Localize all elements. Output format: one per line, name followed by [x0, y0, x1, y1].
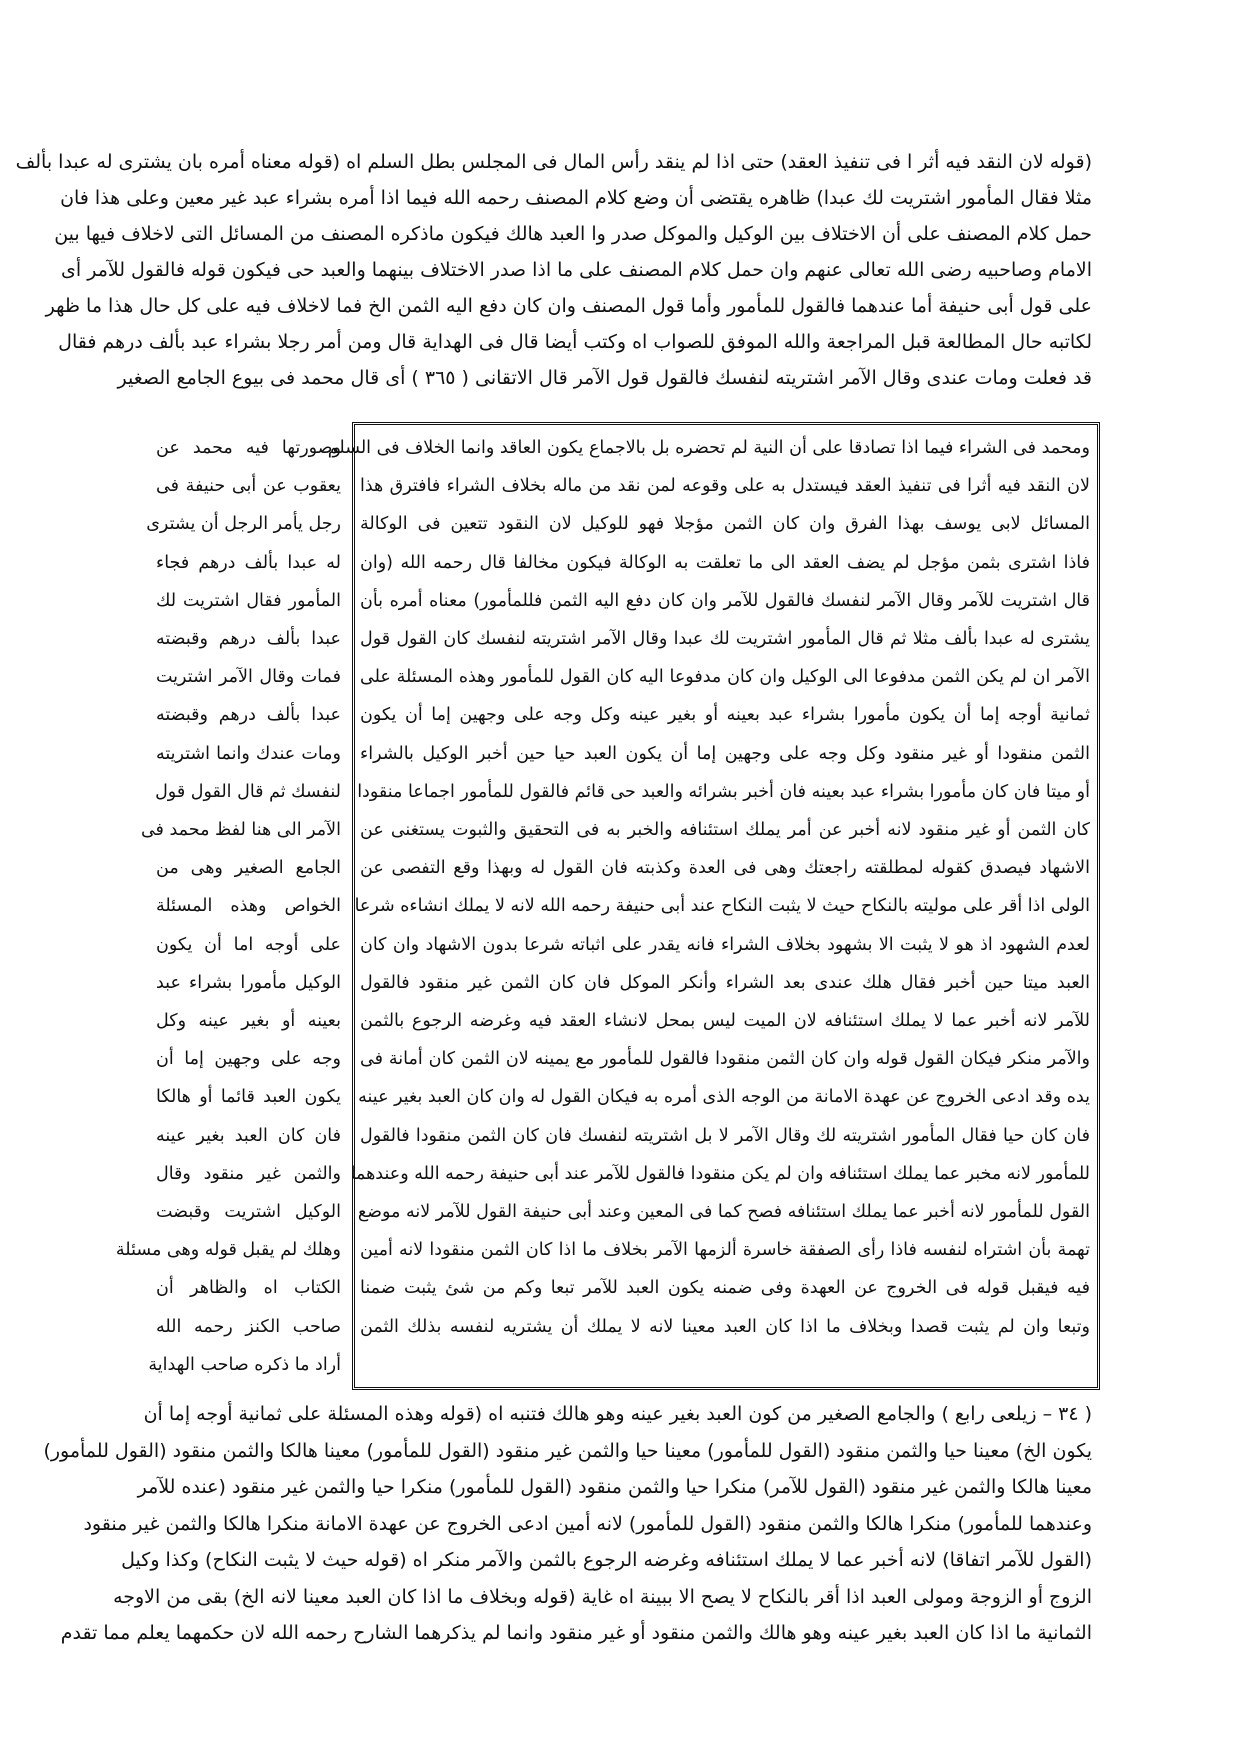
bottom-text-line: وعندهما للمأمور) منكرا هالكا والثمن منقود (القول للمأمور) لانه أمين ادعى الخروج عن عهدة الامانة منكرا هالكا والثمن غير منقود	[83, 1512, 1092, 1535]
margin-text-line: صاحب الكنز رحمه الله	[156, 1316, 341, 1337]
top-text-line: قد فعلت ومات عندى وقال الآمر اشتريته لنفسك فالقول قول الآمر قال الاتقانى ( ٣٦٥ ) أى قال محمد فى بيوع الجامع الصغير	[117, 367, 1092, 389]
margin-text-line: وهلك لم يقبل قوله وهى مسئلة	[115, 1240, 341, 1261]
main-text-line: يده وقد ادعى الخروج عن عهدة الامانة من الوجه الذى أمره به فيكان القول له وان كان العبد بغير عينه	[358, 1087, 1090, 1108]
main-text-line: وتبعا وان لم يثبت قصدا وبخلاف ما اذا كان العبد معينا لانه لا يملك أن يشتريه لنفسه بذلك الثمن	[360, 1316, 1090, 1337]
top-text-line: مثلا فقال المأمور اشتريت لك عبدا) ظاهره يقتضى أن وضع كلام المصنف رحمه الله فيما اذا أمره بشراء عبد غير معين وعلى هذا فان	[60, 187, 1092, 209]
margin-text-line: عبدا بألف درهم وقبضته	[156, 705, 341, 726]
margin-text-line: على أوجه اما أن يكون	[156, 934, 341, 955]
main-text-line: فان كان حيا فقال المأمور اشتريته لك وقال الآمر لا بل اشتريته لنفسك فان كان الثمن منقودا فالقول	[360, 1125, 1090, 1146]
margin-text-line: والثمن غير منقود وقال	[156, 1163, 341, 1184]
margin-text-line: أراد ما ذكره صاحب الهداية	[148, 1354, 341, 1375]
margin-text-line: الخواص وهذه المسئلة	[156, 896, 341, 917]
main-text-line: كان الثمن أو غير منقود لانه أخبر عن أمر يملك استئنافه والخبر به فى التحقيق والثبوت يستغنى عن	[360, 820, 1090, 840]
margin-text-line: الوكيل مأمورا بشراء عبد	[156, 972, 341, 993]
bottom-text-line: ( ٣٤ – زيلعى رابع ) والجامع الصغير من كون العبد بغير عينه وهو هالك فتنبه اه (قوله وهذه المسئلة على ثمانية أوجه إما أن	[143, 1403, 1092, 1425]
main-text-line: فيه فيقبل قوله فى الخروج عن العهدة وفى ضمنه يكون العبد للآمر تبعا وكم من شئ يثبت ضمنا	[360, 1278, 1090, 1299]
margin-text-line: لنفسك ثم قال القول قول	[155, 781, 341, 802]
main-text-line: ثمانية أوجه إما أن يكون مأمورا بشراء عبد بعينه أو بغير عينه وكل وجه على وجهين إما أن يكون	[360, 705, 1090, 726]
main-text-line: القول للمأمور لانه أخبر عما يملك استئنافه فصح كما فى المعين وعند أبى حنيفة القول للآمر لانه موضع	[357, 1202, 1090, 1222]
margin-text-line: الجامع الصغير وهى من	[156, 858, 341, 879]
main-text-line: أو ميتا فان كان مأمورا بشراء عبد بعينه فان أخبر بشرائه والعبد حى قائم فالقول للمأمور اجماعا منقودا	[357, 781, 1090, 802]
margin-text-line: له عبدا بألف درهم فجاء	[156, 552, 341, 573]
margin-text-line: وصورتها فيه محمد عن	[156, 438, 341, 458]
main-text-line: الاشهاد فيصدق كقوله لمطلقته راجعتك وهى فى العدة وكذبته فان القول له وبهذا وقع التفصى عن	[360, 858, 1090, 879]
margin-text-line: الوكيل اشتريت وقبضت	[156, 1202, 341, 1222]
top-text-line: الامام وصاحبيه رضى الله تعالى عنهم وان حمل كلام المصنف على ما اذا صدر الاختلاف بينهما والعبد حى فيكون قوله فالقول للآمر أى	[61, 259, 1092, 281]
margin-text-line: يكون العبد قائما أو هالكا	[156, 1087, 341, 1108]
margin-text-line: بعينه أو بغير عينه وكل	[156, 1011, 341, 1031]
main-text-line: الثمن منقودا أو غير منقود وكل وجه على وجهين إما أن يكون العبد حيا حين أخبر الوكيل بالشراء	[360, 743, 1090, 764]
bottom-text-line: (القول للآمر اتفاقا) لانه أخبر عما لا يملك استئنافه وغرضه الرجوع بالثمن والآمر منكر اه (قوله حيث لا يثبت النكاح) وكذا وكيل	[121, 1549, 1092, 1571]
bottom-text-line: الزوج أو الزوجة ومولى العبد اذا أقر بالنكاح لا يصح الا ببينة اه غاية (قوله وبخلاف ما اذا كان العبد معينا لانه الخ) بقى من الاوجه	[113, 1585, 1092, 1608]
margin-text-line: الكتاب اه والظاهر أن	[156, 1278, 341, 1299]
main-text-line: لان النقد فيه أثرا فى تنفيذ العقد فيستدل به على وقوعه لمن نقد من ماله بخلاف الشراء فافترق هذا	[360, 476, 1090, 497]
main-text-line: الولى اذا أقر على موليته بالنكاح حيث لا يثبت النكاح عند أبى حنيفة رحمه الله لانه لا يملك انشاءه شرعا	[354, 896, 1090, 917]
main-text-line: المسائل لابى يوسف بهذا الفرق وان كان الثمن مؤجلا فهو للوكيل لان النقود تتعين فى الوكالة	[360, 514, 1090, 535]
margin-text-line: فان كان العبد بغير عينه	[156, 1125, 341, 1146]
margin-text-line: ومات عندك وانما اشتريته	[156, 743, 341, 764]
main-text-line: قال اشتريت للآمر وقال الآمر لنفسك فالقول للآمر وان كان دفع اليه الثمن فللمأمور) معناه أمره بأن	[360, 590, 1090, 611]
bottom-text-line: معينا هالكا والثمن غير منقود (القول للآمر) منكرا حيا والثمن منقود (القول للمأمور) منكرا حيا والثمن غير منقود (عنده للآمر	[137, 1476, 1092, 1498]
margin-text-line: وجه على وجهين إما أن	[156, 1049, 341, 1070]
main-text-line: يشترى له عبدا بألف مثلا ثم قال المأمور اشتريت لك عبدا وقال الآمر اشتريته لنفسك كان القول قول	[360, 629, 1090, 649]
margin-text-line: المأمور فقال اشتريت لك	[156, 590, 341, 611]
margin-text-line: فمات وقال الآمر اشتريت	[156, 667, 341, 688]
bottom-text-line: يكون الخ) معينا حيا والثمن منقود (القول للمأمور) معينا حيا والثمن غير منقود (القول للمأمور) معينا هالكا والثمن منقود (القول للمأمور)	[43, 1439, 1092, 1462]
main-text-line: والآمر منكر فيكان القول قوله وان كان الثمن منقودا فالقول للمأمور مع يمينه لان الثمن كان أمانة فى	[360, 1049, 1090, 1070]
bottom-text-line: الثمانية ما اذا كان العبد بغير عينه وهو هالك والثمن منقود أو غير منقود وانما لم يذكرهما الشارح رحمه الله لان حكمهما يعلم مما تقدم	[60, 1622, 1092, 1644]
top-text-line: (قوله لان النقد فيه أثر ا فى تنفيذ العقد) حتى اذا لم ينقد رأس المال فى المجلس بطل السلم اه (قوله معناه أمره بان يشترى له عبدا بألف	[15, 151, 1092, 173]
margin-text-line: الآمر الى هنا لفظ محمد فى	[140, 820, 341, 840]
margin-text-line: يعقوب عن أبى حنيفة فى	[156, 476, 341, 497]
top-text-line: لكاتبه حال المطالعة قبل المراجعة والله الموفق للصواب اه وكتب أيضا قال فى الهداية قال ومن أمر رجلا بشراء عبد بألف درهم فقال	[58, 331, 1092, 353]
margin-text-line: عبدا بألف درهم وقبضته	[156, 629, 341, 649]
main-text-line: ومحمد فى الشراء فيما اذا تصادقا على أن النية لم تحضره بل بالاجماع يكون العاقد وانما الخلاف فى السلم	[327, 438, 1090, 458]
main-text-line: العبد ميتا حين أخبر فقال هلك عندى بعد الشراء وأنكر الموكل فان كان الثمن غير منقود فالقول	[360, 972, 1090, 993]
main-text-line: للمأمور لانه مخبر عما يملك استئنافه وان لم يكن منقودا فالقول للآمر عند أبى حنيفة رحمه الله وعندهما	[350, 1163, 1090, 1184]
top-text-line: على قول أبى حنيفة أما عندهما فالقول للمأمور وأما قول المصنف وان كان دفع اليه الثمن الخ فما لاخلاف فيه على كل حال هذا ما ظهر	[45, 295, 1092, 317]
top-text-line: حمل كلام المصنف على أن الاختلاف بين الوكيل والموكل صدر وا العبد هالك فيكون ماذكره المصنف من المسائل التى لاخلاف فيها بين	[54, 223, 1092, 245]
main-text-line: تهمة بأن اشتراه لنفسه فاذا رأى الصفقة خاسرة ألزمها الآمر بخلاف ما اذا كان الثمن منقودا لانه أمين	[360, 1240, 1090, 1261]
main-text-line: لعدم الشهود اذ هو لا يثبت الا بشهود بخلاف الشراء فانه يقدر على اثباته شرعا بدون الاشهاد وان كان	[360, 934, 1090, 955]
main-text-line: الآمر ان لم يكن الثمن مدفوعا الى الوكيل وان كان مدفوعا اليه كان القول للمأمور وهذه المسئلة على	[360, 667, 1090, 688]
main-text-line: للآمر لانه أخبر عما لا يملك استئنافه لان الميت ليس بمحل لانشاء العقد فيه وغرضه الرجوع بالثمن	[360, 1011, 1090, 1031]
margin-text-line: رجل يأمر الرجل أن يشترى	[146, 514, 341, 535]
main-text-line: فاذا اشترى بثمن مؤجل لم يضف العقد الى ما تعلقت به الوكالة فيكون مخالفا قال رحمه الله (وان	[360, 552, 1090, 573]
